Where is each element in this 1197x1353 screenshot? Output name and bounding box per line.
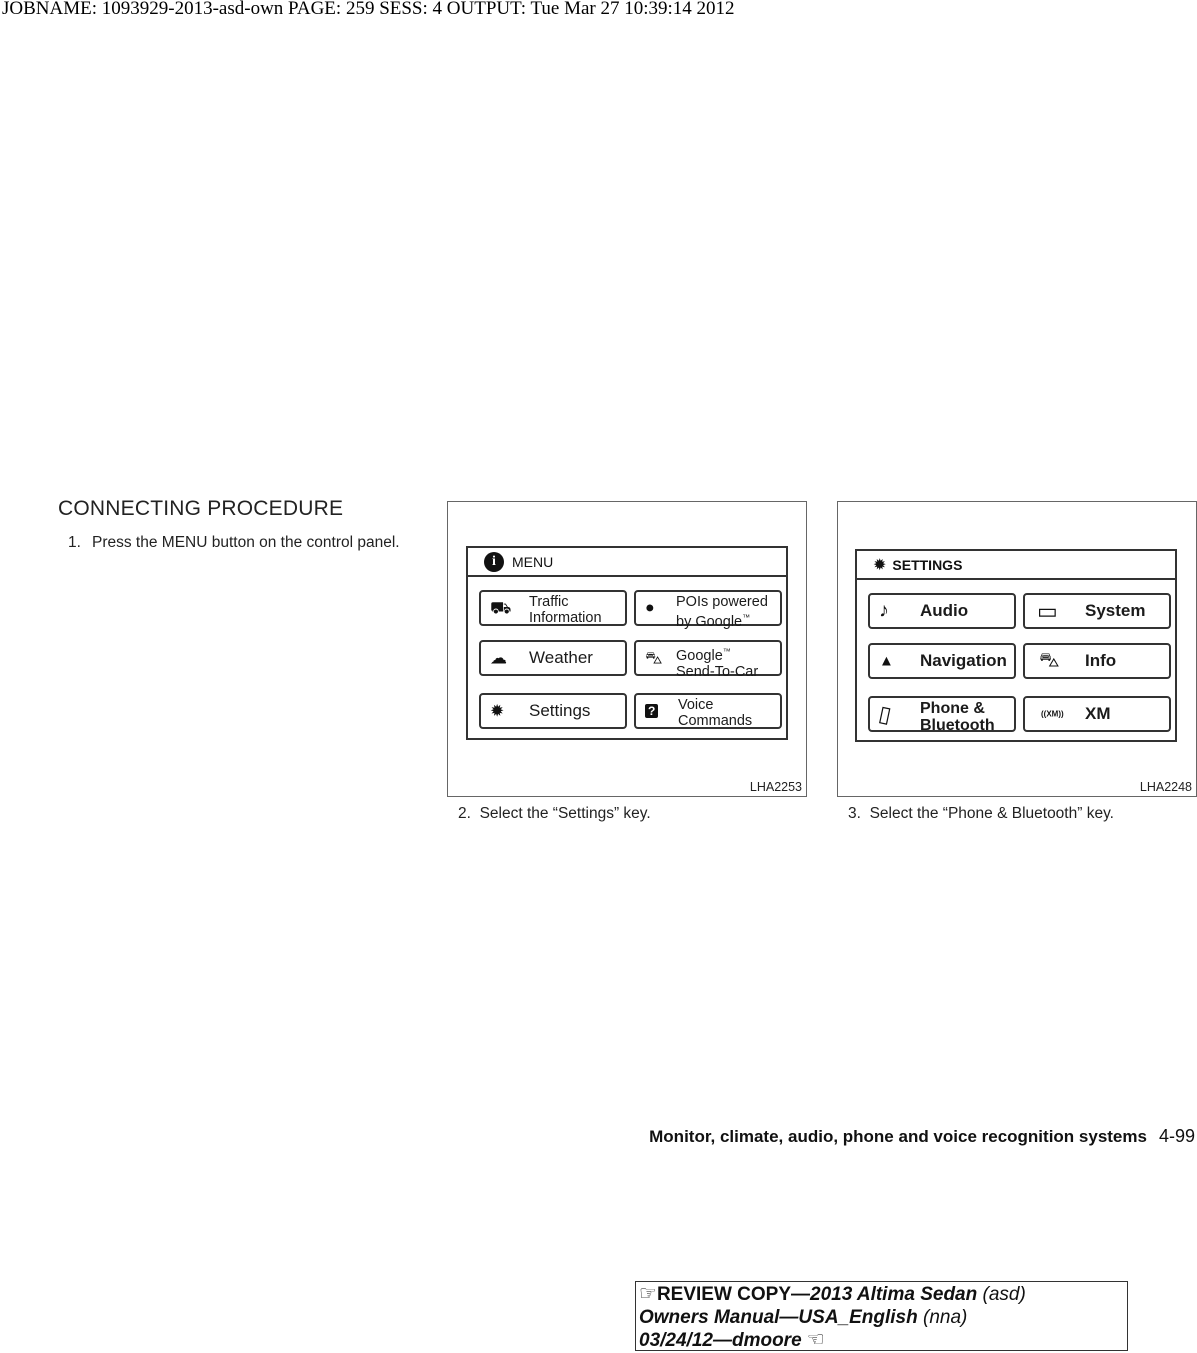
- send-to-car-icon: ⛍: [645, 648, 663, 668]
- key-label: Navigation: [920, 651, 1007, 670]
- info-icon: i: [484, 552, 504, 572]
- key-label: Send-To-Car: [676, 663, 759, 680]
- key-label: Commands: [678, 713, 753, 729]
- weather-key[interactable]: [479, 640, 627, 676]
- footer-section-name: Monitor, climate, audio, phone and voice recognition systems: [649, 1127, 1147, 1146]
- navigation-key[interactable]: [868, 643, 1016, 679]
- menu-screen-title: MENU: [512, 553, 554, 570]
- settings-figure: [837, 501, 1197, 797]
- audio-key[interactable]: [868, 593, 1016, 629]
- xm-key[interactable]: [1023, 696, 1171, 732]
- key-label: Traffic: [529, 594, 569, 610]
- menu-figure: [447, 501, 807, 797]
- review-line-3: 03/24/12—dmoore: [639, 1330, 802, 1351]
- trademark: ™: [722, 647, 731, 656]
- pointing-hand-icon: ☞: [639, 1283, 657, 1305]
- key-label: Info: [1085, 651, 1117, 670]
- car-info-icon: ⛍: [1039, 649, 1060, 672]
- google-send-to-car-key[interactable]: [634, 640, 782, 680]
- traffic-information-key[interactable]: [479, 590, 627, 626]
- pois-powered-by-google-key[interactable]: [634, 590, 782, 630]
- step-1: [68, 533, 418, 552]
- gear-icon: ✹: [873, 556, 887, 574]
- key-label: Bluetooth: [920, 717, 995, 734]
- traffic-icon: ⛟: [490, 598, 512, 618]
- weather-icon: ☁: [490, 648, 507, 668]
- step-1-text: Press the MENU button on the control panel.: [92, 534, 400, 551]
- pointing-hand-left-icon: ☜: [806, 1329, 825, 1351]
- settings-screen-header: [857, 551, 1175, 580]
- key-label: Voice: [678, 697, 714, 713]
- step-2-caption: [458, 805, 651, 823]
- music-note-icon: ♪: [879, 599, 889, 622]
- step-2-number: 2.: [458, 805, 471, 822]
- settings-key[interactable]: [479, 693, 627, 729]
- step-3-caption: [848, 805, 1114, 823]
- review-line-2-title: Owners Manual—USA_English: [639, 1307, 918, 1328]
- voice-command-icon: ?: [645, 704, 658, 718]
- info-key[interactable]: [1023, 643, 1171, 679]
- page-footer: [649, 1126, 1195, 1147]
- menu-screen-header: [468, 548, 786, 577]
- key-label: Google: [676, 647, 723, 664]
- figure-code: LHA2253: [749, 780, 802, 794]
- trademark: ™: [742, 613, 751, 622]
- step-1-number: 1.: [68, 534, 81, 551]
- xm-radio-icon: ((XM)): [1041, 709, 1064, 719]
- system-key[interactable]: [1023, 593, 1171, 629]
- key-label: POIs powered: [676, 594, 768, 610]
- key-label: Settings: [529, 701, 591, 720]
- menu-screen: [466, 546, 788, 740]
- navigation-arrow-icon: ▲: [879, 652, 894, 670]
- review-line-1-code: (asd): [977, 1284, 1026, 1305]
- key-label: XM: [1085, 704, 1111, 723]
- key-label: System: [1085, 601, 1146, 620]
- key-label: Audio: [920, 601, 969, 620]
- gear-icon: ✹: [490, 701, 505, 721]
- review-line-2-code: (nna): [917, 1307, 968, 1328]
- key-label: Weather: [529, 648, 593, 667]
- step-3-text: Select the “Phone & Bluetooth” key.: [869, 805, 1114, 822]
- figure-code: LHA2248: [1139, 780, 1192, 794]
- phone-icon: ▯: [876, 700, 894, 728]
- voice-commands-key[interactable]: [634, 693, 782, 729]
- section-title: CONNECTING PROCEDURE: [58, 497, 344, 520]
- page-number: 4-99: [1158, 1126, 1195, 1146]
- job-header: JOBNAME: 1093929-2013-asd-own PAGE: 259 SESS: 4 OUTPUT: Tue Mar 27 10:39:14 2012: [2, 0, 735, 19]
- step-3-number: 3.: [848, 805, 861, 822]
- location-pin-icon: ●: [645, 599, 655, 617]
- settings-screen: [855, 549, 1177, 742]
- review-line-1-title: 2013 Altima Sedan: [810, 1284, 978, 1305]
- step-2-text: Select the “Settings” key.: [479, 805, 651, 822]
- display-icon: ▭: [1037, 598, 1058, 624]
- review-copy-box: [635, 1281, 1128, 1351]
- key-label: Phone &: [920, 700, 985, 717]
- phone-bluetooth-key[interactable]: [868, 696, 1016, 732]
- key-label: Information: [529, 610, 602, 626]
- key-label: by Google: [676, 613, 743, 630]
- settings-screen-title: SETTINGS: [892, 556, 963, 573]
- review-line-1-bold: REVIEW COPY—: [656, 1284, 811, 1305]
